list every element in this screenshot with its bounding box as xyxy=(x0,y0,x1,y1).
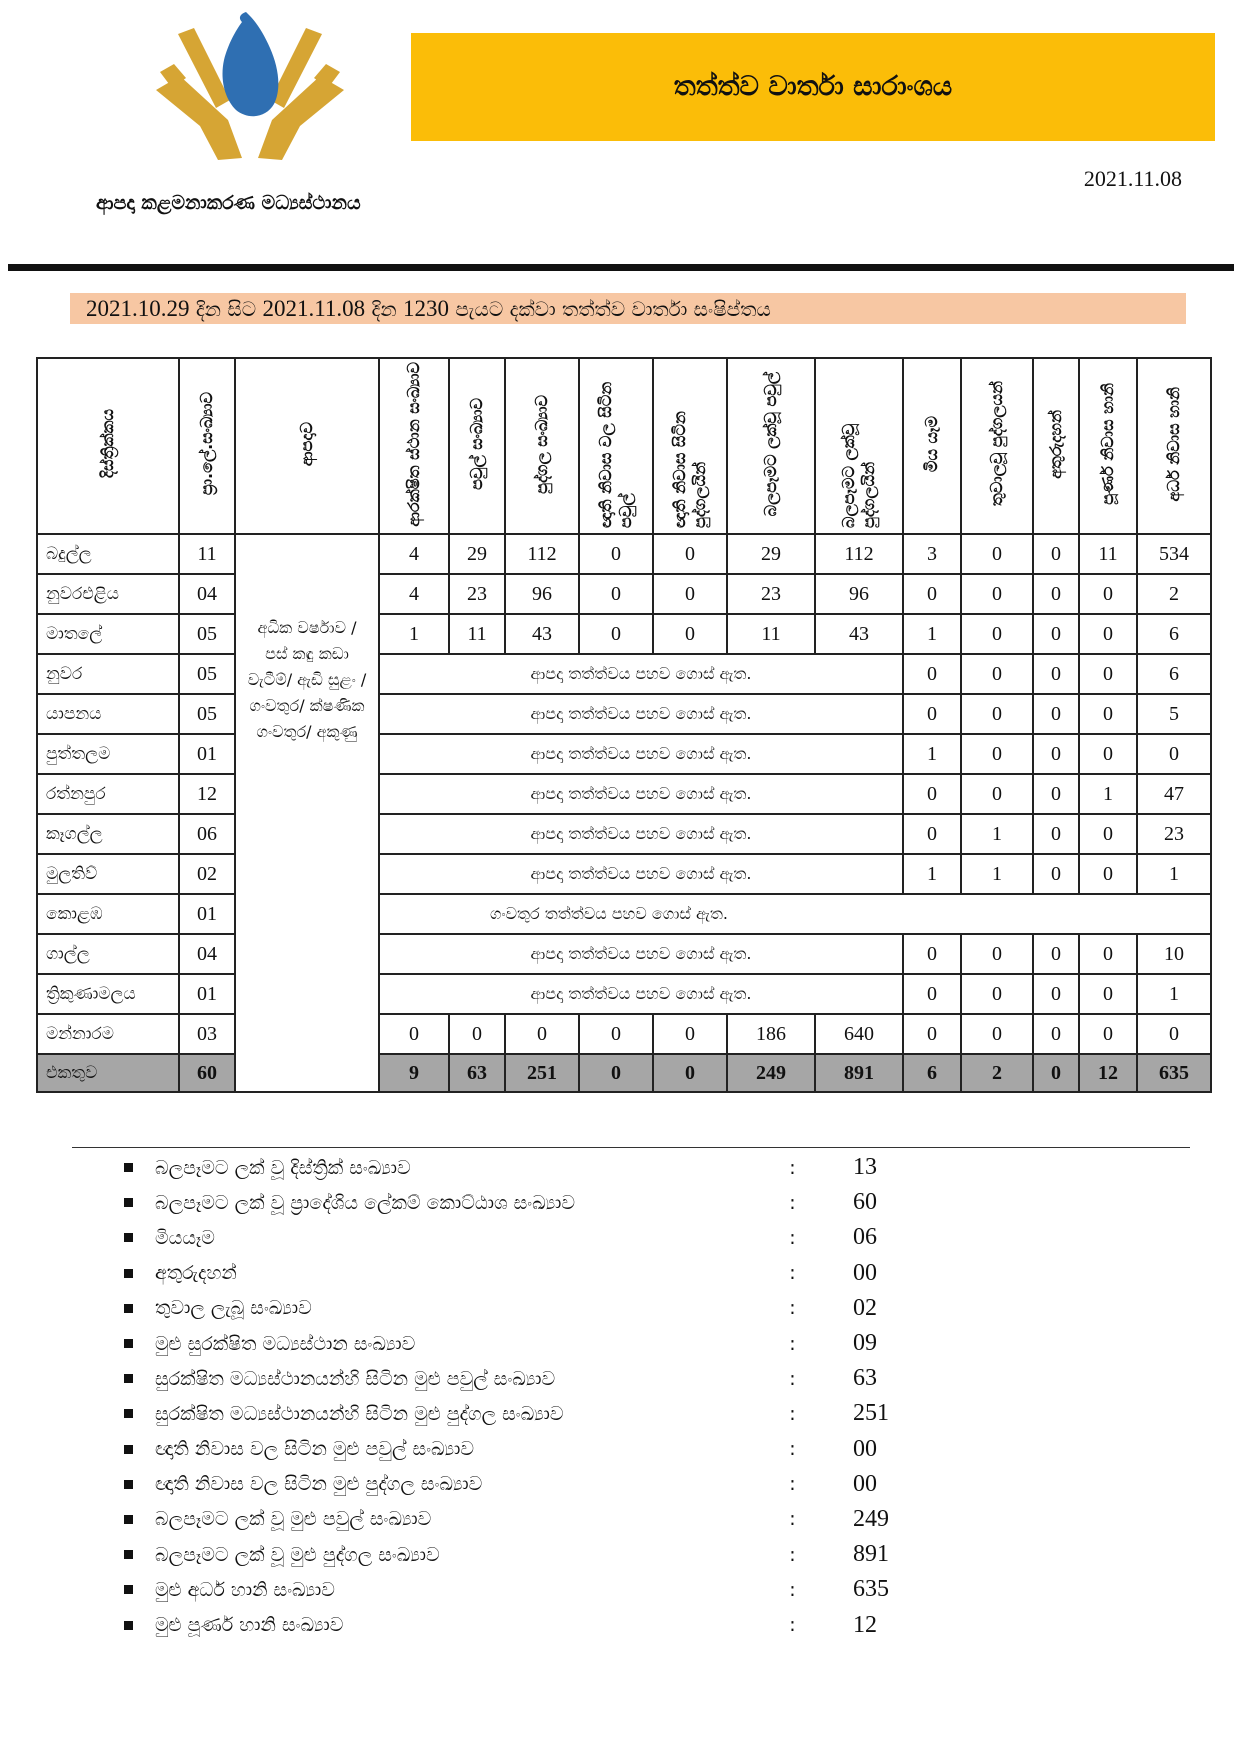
summary-label: ඥාති නිවාස වල සිටින මුළු පුද්ගල සංඛ්‍යාව xyxy=(155,1473,483,1496)
summary-item xyxy=(118,1150,1018,1185)
ds-count-cell: 01 xyxy=(179,974,235,1014)
summary-value: 02 xyxy=(853,1294,877,1321)
value-cell: 1 xyxy=(961,854,1033,894)
value-cell: 0 xyxy=(1033,574,1079,614)
value-cell: 0 xyxy=(961,1014,1033,1054)
value-cell: 11 xyxy=(727,614,815,654)
value-cell: 0 xyxy=(1033,1014,1079,1054)
total-value-cell: 12 xyxy=(1079,1054,1137,1092)
value-cell: 0 xyxy=(1079,1014,1137,1054)
value-cell: 0 xyxy=(961,734,1033,774)
value-cell: 1 xyxy=(1137,974,1211,1014)
summary-item xyxy=(118,1220,1018,1255)
value-cell: 112 xyxy=(815,534,903,574)
summary-value: 891 xyxy=(853,1541,889,1568)
summary-label: මුළු පූර්ණ හානි සංඛ්‍යාව xyxy=(155,1614,344,1637)
value-cell: 0 xyxy=(1079,934,1137,974)
table-row xyxy=(37,574,1211,614)
table-row xyxy=(37,534,1211,574)
district-cell: නුවර xyxy=(37,654,179,694)
col-header: පවුල් සංඛ්‍යාව xyxy=(449,358,505,534)
status-note-cell: ආපදා තත්ත්වය පහව ගොස් ඇත. xyxy=(379,854,903,894)
total-value-cell: 0 xyxy=(653,1054,727,1092)
ds-count-cell: 06 xyxy=(179,814,235,854)
value-cell: 0 xyxy=(1079,574,1137,614)
summary-colon: : xyxy=(789,1297,796,1320)
value-cell: 29 xyxy=(727,534,815,574)
value-cell: 0 xyxy=(1079,854,1137,894)
col-header: දිස්ත්‍රික්කය xyxy=(37,358,179,534)
value-cell: 0 xyxy=(653,1014,727,1054)
total-value-cell: 0 xyxy=(1033,1054,1079,1092)
subtitle-rest: පැයට දක්වා තත්ත්ව වාර්තා සංෂිප්තය xyxy=(455,296,771,321)
bullet-icon xyxy=(124,1304,133,1313)
value-cell: 4 xyxy=(379,574,449,614)
ds-count-cell: 05 xyxy=(179,654,235,694)
value-cell: 0 xyxy=(1079,734,1137,774)
bullet-icon xyxy=(124,1515,133,1524)
value-cell: 0 xyxy=(1079,974,1137,1014)
district-cell: නුවරඑළිය xyxy=(37,574,179,614)
summary-item xyxy=(118,1607,1018,1642)
value-cell: 0 xyxy=(961,614,1033,654)
summary-item xyxy=(118,1432,1018,1467)
table-row xyxy=(37,1014,1211,1054)
summary-value: 635 xyxy=(853,1576,889,1603)
value-cell: 0 xyxy=(379,1014,449,1054)
value-cell: 0 xyxy=(1079,814,1137,854)
value-cell: 0 xyxy=(961,774,1033,814)
summary-value: 63 xyxy=(853,1365,877,1392)
table-row xyxy=(37,974,1211,1014)
value-cell: 0 xyxy=(961,534,1033,574)
value-cell: 0 xyxy=(1033,654,1079,694)
district-cell: මුලතිව් xyxy=(37,854,179,894)
table-row xyxy=(37,694,1211,734)
district-cell: රත්නපුර xyxy=(37,774,179,814)
table-row xyxy=(37,614,1211,654)
summary-value: 60 xyxy=(853,1189,877,1216)
col-header: බලපෑමට ලක්වූ පුද්ගලයින් xyxy=(815,358,903,534)
summary-item xyxy=(118,1185,1018,1220)
value-cell: 11 xyxy=(449,614,505,654)
value-cell: 0 xyxy=(579,614,653,654)
value-cell: 23 xyxy=(1137,814,1211,854)
summary-colon: : xyxy=(789,1578,796,1601)
summary-value: 00 xyxy=(853,1435,877,1462)
summary-value: 06 xyxy=(853,1224,877,1251)
value-cell: 1 xyxy=(379,614,449,654)
value-cell: 1 xyxy=(903,854,961,894)
district-cell: කොළඹ xyxy=(37,894,179,934)
value-cell: 0 xyxy=(1033,734,1079,774)
value-cell: 1 xyxy=(903,614,961,654)
total-value-cell: 2 xyxy=(961,1054,1033,1092)
value-cell: 0 xyxy=(653,534,727,574)
value-cell: 0 xyxy=(1033,694,1079,734)
situation-table xyxy=(36,357,1212,1093)
col-header: ප්‍රා.ලේ.සංඛ්‍යාව xyxy=(179,358,235,534)
district-cell: පුත්තලම xyxy=(37,734,179,774)
value-cell: 0 xyxy=(903,1014,961,1054)
summary-colon: : xyxy=(789,1543,796,1566)
value-cell: 0 xyxy=(1079,654,1137,694)
island-icon xyxy=(223,12,279,116)
ds-count-cell: 05 xyxy=(179,614,235,654)
value-cell: 1 xyxy=(961,814,1033,854)
subtitle-date-to: 2021.11.08 xyxy=(262,295,366,321)
value-cell: 0 xyxy=(903,774,961,814)
col-header: අර්ධ නිවාස හානි xyxy=(1137,358,1211,534)
col-header: ඥාති නිවාස සිටින පුද්ගලයින් xyxy=(653,358,727,534)
status-note-cell: ගංවතුර තත්ත්වය පහව ගොස් ඇත. xyxy=(379,894,1211,934)
subtitle-date-from: 2021.10.29 xyxy=(86,295,190,321)
status-note-cell: ආපදා තත්ත්වය පහව ගොස් ඇත. xyxy=(379,654,903,694)
value-cell: 0 xyxy=(1033,534,1079,574)
title-banner xyxy=(411,33,1215,141)
total-value-cell: 6 xyxy=(903,1054,961,1092)
summary-colon: : xyxy=(789,1508,796,1531)
status-note-cell: ආපදා තත්ත්වය පහව ගොස් ඇත. xyxy=(379,694,903,734)
value-cell: 0 xyxy=(1079,614,1137,654)
summary-colon: : xyxy=(789,1156,796,1179)
value-cell: 0 xyxy=(1137,1014,1211,1054)
table-row xyxy=(37,654,1211,694)
value-cell: 0 xyxy=(579,1014,653,1054)
summary-value: 13 xyxy=(853,1154,877,1181)
col-header: අතුරුදහන් xyxy=(1033,358,1079,534)
summary-value: 251 xyxy=(853,1400,889,1427)
value-cell: 0 xyxy=(1079,694,1137,734)
col-header: පූර්ණ නිවාස හානි xyxy=(1079,358,1137,534)
value-cell: 43 xyxy=(505,614,579,654)
summary-item xyxy=(118,1572,1018,1607)
district-cell: මාතලේ xyxy=(37,614,179,654)
value-cell: 534 xyxy=(1137,534,1211,574)
value-cell: 0 xyxy=(449,1014,505,1054)
total-label-cell: එකතුව xyxy=(37,1054,179,1092)
subtitle-time: 1230 xyxy=(402,295,449,321)
status-note-cell: ආපදා තත්ත්වය පහව ගොස් ඇත. xyxy=(379,774,903,814)
summary-label: සුරක්ෂිත මධ්‍යස්ථානයන්හි සිටින මුළු පවුල් සංඛ්‍යාව xyxy=(155,1367,556,1390)
value-cell: 0 xyxy=(579,534,653,574)
summary-colon: : xyxy=(789,1614,796,1637)
table-row xyxy=(37,854,1211,894)
total-value-cell: 63 xyxy=(449,1054,505,1092)
bullet-icon xyxy=(124,1585,133,1594)
table-row xyxy=(37,934,1211,974)
value-cell: 0 xyxy=(1033,934,1079,974)
value-cell: 0 xyxy=(1033,854,1079,894)
bullet-icon xyxy=(124,1480,133,1489)
summary-item xyxy=(118,1256,1018,1291)
summary-colon: : xyxy=(789,1262,796,1285)
summary-divider xyxy=(72,1147,1190,1148)
summary-item xyxy=(118,1326,1018,1361)
bullet-icon xyxy=(124,1163,133,1172)
summary-label: අතුරුදහන් xyxy=(155,1262,237,1285)
value-cell: 43 xyxy=(815,614,903,654)
summary-item xyxy=(118,1537,1018,1572)
total-value-cell: 9 xyxy=(379,1054,449,1092)
status-note-cell: ආපදා තත්ත්වය පහව ගොස් ඇත. xyxy=(379,734,903,774)
district-cell: යාපනය xyxy=(37,694,179,734)
bullet-icon xyxy=(124,1445,133,1454)
bullet-icon xyxy=(124,1409,133,1418)
summary-label: බලපෑමට ලක් වූ ප්‍රාදේශිය ලේකම් කොට්ඨාශ සංඛ්‍යාව xyxy=(155,1191,576,1214)
value-cell: 186 xyxy=(727,1014,815,1054)
value-cell: 4 xyxy=(379,534,449,574)
value-cell: 6 xyxy=(1137,614,1211,654)
value-cell: 0 xyxy=(903,974,961,1014)
total-value-cell: 635 xyxy=(1137,1054,1211,1092)
summary-value: 09 xyxy=(853,1330,877,1357)
ds-count-cell: 01 xyxy=(179,894,235,934)
status-note-cell: ආපදා තත්ත්වය පහව ගොස් ඇත. xyxy=(379,934,903,974)
table-row xyxy=(37,814,1211,854)
subtitle-from-word: දින සිට xyxy=(195,296,257,321)
value-cell: 0 xyxy=(579,574,653,614)
ds-count-cell: 03 xyxy=(179,1014,235,1054)
ds-count-cell: 12 xyxy=(179,774,235,814)
value-cell: 0 xyxy=(961,974,1033,1014)
value-cell: 5 xyxy=(1137,694,1211,734)
bullet-icon xyxy=(124,1550,133,1559)
value-cell: 0 xyxy=(1033,974,1079,1014)
summary-label: බලපෑමට ලක් වූ දිස්ත්‍රික් සංඛ්‍යාව xyxy=(155,1156,411,1179)
summary-value: 00 xyxy=(853,1259,877,1286)
ds-count-cell: 04 xyxy=(179,574,235,614)
summary-item xyxy=(118,1361,1018,1396)
table-header-row xyxy=(37,358,1211,534)
ds-count-cell: 11 xyxy=(179,534,235,574)
summary-value: 249 xyxy=(853,1505,889,1532)
col-header: තුවාලවූ පුද්ගලයන් xyxy=(961,358,1033,534)
value-cell: 0 xyxy=(903,694,961,734)
total-value-cell: 251 xyxy=(505,1054,579,1092)
value-cell: 1 xyxy=(903,734,961,774)
value-cell: 0 xyxy=(961,694,1033,734)
value-cell: 1 xyxy=(1079,774,1137,814)
bullet-icon xyxy=(124,1198,133,1207)
summary-label: මියයෑම xyxy=(155,1226,215,1249)
summary-item xyxy=(118,1502,1018,1537)
value-cell: 0 xyxy=(1137,734,1211,774)
value-cell: 2 xyxy=(1137,574,1211,614)
col-header: ඥාති නිවාස වල සිටින පවුල් xyxy=(579,358,653,534)
col-header: මිය යෑම xyxy=(903,358,961,534)
dmc-logo xyxy=(150,8,350,168)
value-cell: 0 xyxy=(653,574,727,614)
value-cell: 0 xyxy=(903,934,961,974)
value-cell: 0 xyxy=(903,814,961,854)
ds-count-cell: 01 xyxy=(179,734,235,774)
summary-item xyxy=(118,1396,1018,1431)
summary-label: මුළු සුරක්ෂිත මධ්‍යස්ථාන සංඛ්‍යාව xyxy=(155,1332,416,1355)
total-value-cell: 0 xyxy=(579,1054,653,1092)
summary-value: 12 xyxy=(853,1611,877,1638)
value-cell: 6 xyxy=(1137,654,1211,694)
bullet-icon xyxy=(124,1621,133,1630)
value-cell: 0 xyxy=(903,654,961,694)
value-cell: 112 xyxy=(505,534,579,574)
district-cell: මන්නාරම xyxy=(37,1014,179,1054)
summary-label: මුළු අර්ධ හානි සංඛ්‍යාව xyxy=(155,1578,335,1601)
ds-count-cell: 04 xyxy=(179,934,235,974)
summary-list xyxy=(118,1150,1018,1643)
summary-label: බලපෑමට ලක් වූ මුළු පුද්ගල සංඛ්‍යාව xyxy=(155,1543,440,1566)
district-cell: කෑගල්ල xyxy=(37,814,179,854)
bullet-icon xyxy=(124,1233,133,1242)
table-row xyxy=(37,894,1211,934)
organization-name: ආපදා කළමනාකරණ මධ්‍යස්ථානය xyxy=(96,192,361,214)
district-cell: ත්‍රිකුණාමලය xyxy=(37,974,179,1014)
col-header: ආරක්ෂිත ස්ථාන සංඛ්‍යාව xyxy=(379,358,449,534)
value-cell: 0 xyxy=(1033,814,1079,854)
total-ds-count-cell: 60 xyxy=(179,1054,235,1092)
summary-label: තුවාල ලැබූ සංඛ්‍යාව xyxy=(155,1297,312,1320)
value-cell: 0 xyxy=(961,574,1033,614)
ds-count-cell: 05 xyxy=(179,694,235,734)
col-header: ආපදාව xyxy=(235,358,379,534)
summary-label: ඥාති නිවාස වල සිටින මුළු පවුල් සංඛ්‍යාව xyxy=(155,1438,474,1461)
district-cell: බදුල්ල xyxy=(37,534,179,574)
ds-count-cell: 02 xyxy=(179,854,235,894)
report-date: 2021.11.08 xyxy=(1083,166,1182,191)
page-title: තත්ත්ව වාර්තා සාරාංශය xyxy=(673,71,953,102)
value-cell: 640 xyxy=(815,1014,903,1054)
bullet-icon xyxy=(124,1374,133,1383)
hazard-cell: අධික වර්ෂාව / පස් කඳු කඩා වැටීම්/ ඇඩි සුළං / ගංවතුර/ ක්ෂණික ගංවතුර/ අකුණු xyxy=(235,534,379,1092)
summary-label: සුරක්ෂිත මධ්‍යස්ථානයන්හි සිටින මුළු පුද්ගල සංඛ්‍යාව xyxy=(155,1402,564,1425)
status-note-cell: ආපදා තත්ත්වය පහව ගොස් ඇත. xyxy=(379,974,903,1014)
report-subtitle xyxy=(70,293,1186,324)
col-header: බලපෑමට ලක්වූ පවුල් xyxy=(727,358,815,534)
total-value-cell: 891 xyxy=(815,1054,903,1092)
value-cell: 96 xyxy=(815,574,903,614)
bullet-icon xyxy=(124,1339,133,1348)
col-header: පුද්ගල සංඛ්‍යාව xyxy=(505,358,579,534)
value-cell: 1 xyxy=(1137,854,1211,894)
header-divider xyxy=(8,264,1234,271)
bullet-icon xyxy=(124,1269,133,1278)
district-cell: ගාල්ල xyxy=(37,934,179,974)
summary-colon: : xyxy=(789,1438,796,1461)
table-row xyxy=(37,774,1211,814)
summary-colon: : xyxy=(789,1367,796,1390)
total-value-cell: 249 xyxy=(727,1054,815,1092)
value-cell: 29 xyxy=(449,534,505,574)
table-row xyxy=(37,734,1211,774)
summary-colon: : xyxy=(789,1402,796,1425)
value-cell: 0 xyxy=(1033,614,1079,654)
summary-value: 00 xyxy=(853,1470,877,1497)
value-cell: 23 xyxy=(449,574,505,614)
value-cell: 10 xyxy=(1137,934,1211,974)
value-cell: 47 xyxy=(1137,774,1211,814)
value-cell: 23 xyxy=(727,574,815,614)
summary-colon: : xyxy=(789,1473,796,1496)
value-cell: 0 xyxy=(961,654,1033,694)
status-note-cell: ආපදා තත්ත්වය පහව ගොස් ඇත. xyxy=(379,814,903,854)
value-cell: 0 xyxy=(653,614,727,654)
summary-label: බලපෑමට ලක් වූ මුළු පවුල් සංඛ්‍යාව xyxy=(155,1508,432,1531)
summary-item xyxy=(118,1291,1018,1326)
value-cell: 0 xyxy=(903,574,961,614)
summary-colon: : xyxy=(789,1191,796,1214)
value-cell: 0 xyxy=(1033,774,1079,814)
value-cell: 96 xyxy=(505,574,579,614)
subtitle-to-word: දින xyxy=(371,296,397,321)
value-cell: 11 xyxy=(1079,534,1137,574)
summary-item xyxy=(118,1467,1018,1502)
value-cell: 3 xyxy=(903,534,961,574)
value-cell: 0 xyxy=(961,934,1033,974)
summary-colon: : xyxy=(789,1226,796,1249)
value-cell: 0 xyxy=(505,1014,579,1054)
total-row xyxy=(37,1054,1211,1092)
summary-colon: : xyxy=(789,1332,796,1355)
